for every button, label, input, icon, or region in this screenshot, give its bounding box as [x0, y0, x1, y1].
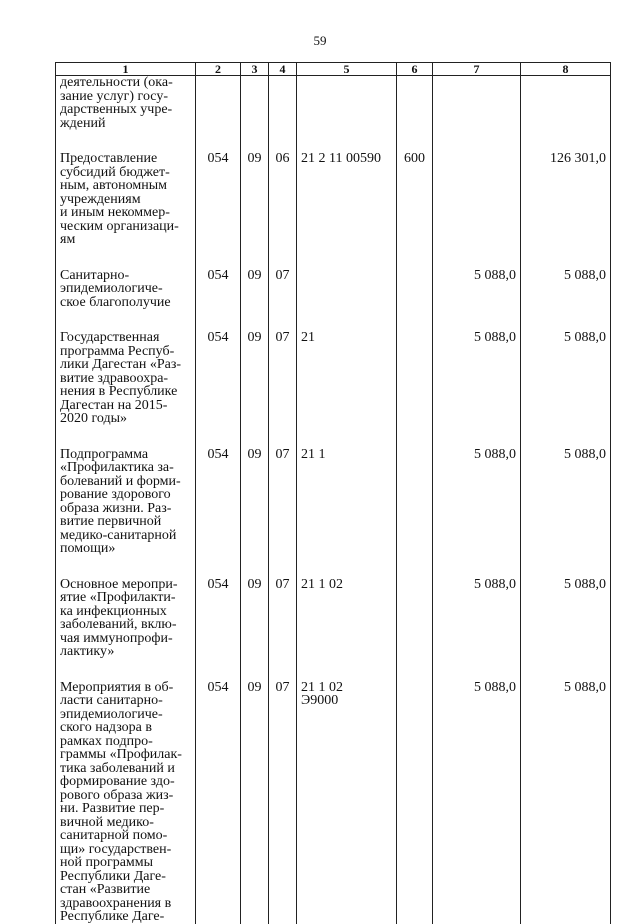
spacer-cell	[269, 426, 297, 448]
target-article-cell: 21 1	[297, 448, 397, 556]
spacer-cell	[297, 247, 397, 269]
table-row	[56, 578, 611, 659]
table-row	[56, 681, 611, 924]
amount-cell	[433, 76, 521, 131]
spacer-cell	[433, 247, 521, 269]
spacer-cell	[521, 309, 611, 331]
column-header: 4	[269, 63, 297, 76]
spacer-cell	[297, 556, 397, 578]
column-header: 5	[297, 63, 397, 76]
budget-table	[55, 62, 611, 924]
row-spacer	[56, 426, 611, 448]
ministry-code-cell: 054	[196, 578, 241, 659]
amount-cell	[433, 152, 521, 247]
spacer-cell	[397, 130, 433, 152]
ministry-code-cell: 054	[196, 331, 241, 426]
column-header: 6	[397, 63, 433, 76]
spacer-cell	[297, 309, 397, 331]
section-code-cell: 09	[241, 269, 269, 310]
spacer-cell	[521, 247, 611, 269]
amount-total-cell: 5 088,0	[521, 681, 611, 924]
amount-cell: 5 088,0	[433, 578, 521, 659]
spacer-cell	[196, 130, 241, 152]
table-row	[56, 152, 611, 247]
amount-total-cell: 5 088,0	[521, 331, 611, 426]
target-article-cell	[297, 269, 397, 310]
spacer-cell	[269, 309, 297, 331]
page-number: 59	[313, 33, 327, 48]
target-article-cell: 21 1 02 Э9000	[297, 681, 397, 924]
spacer-cell	[433, 130, 521, 152]
spacer-cell	[433, 426, 521, 448]
header-row	[56, 63, 611, 76]
expense-type-cell: 600	[397, 152, 433, 247]
expense-type-cell	[397, 578, 433, 659]
spacer-cell	[196, 309, 241, 331]
section-code-cell	[241, 76, 269, 131]
spacer-cell	[241, 247, 269, 269]
row-spacer	[56, 659, 611, 681]
column-header: 2	[196, 63, 241, 76]
table-row	[56, 76, 611, 131]
expense-type-cell	[397, 269, 433, 310]
spacer-cell	[241, 309, 269, 331]
spacer-cell	[196, 426, 241, 448]
row-spacer	[56, 556, 611, 578]
item-name-cell: Основное меропри- ятие «Профилакти- ка инфекционных заболеваний, вклю- чая иммунопрофи- лактику»	[56, 578, 196, 659]
spacer-cell	[521, 426, 611, 448]
spacer-cell	[269, 556, 297, 578]
target-article-cell: 21	[297, 331, 397, 426]
ministry-code-cell	[196, 76, 241, 131]
spacer-cell	[433, 556, 521, 578]
spacer-cell	[433, 659, 521, 681]
section-code-cell: 09	[241, 448, 269, 556]
spacer-cell	[397, 659, 433, 681]
ministry-code-cell: 054	[196, 269, 241, 310]
row-spacer	[56, 247, 611, 269]
spacer-cell	[196, 556, 241, 578]
table-row	[56, 269, 611, 310]
spacer-cell	[56, 556, 196, 578]
item-name-cell: деятельности (ока- зание услуг) госу- дарственных учре- ждений	[56, 76, 196, 131]
spacer-cell	[521, 556, 611, 578]
spacer-cell	[521, 130, 611, 152]
amount-total-cell: 5 088,0	[521, 448, 611, 556]
spacer-cell	[56, 309, 196, 331]
amount-total-cell: 5 088,0	[521, 269, 611, 310]
row-spacer	[56, 309, 611, 331]
subsection-code-cell: 07	[269, 331, 297, 426]
spacer-cell	[56, 426, 196, 448]
expense-type-cell	[397, 448, 433, 556]
spacer-cell	[269, 130, 297, 152]
item-name-cell: Санитарно- эпидемиологиче- ское благополучие	[56, 269, 196, 310]
spacer-cell	[397, 247, 433, 269]
spacer-cell	[56, 247, 196, 269]
expense-type-cell	[397, 76, 433, 131]
ministry-code-cell: 054	[196, 448, 241, 556]
expense-type-cell	[397, 681, 433, 924]
spacer-cell	[269, 247, 297, 269]
subsection-code-cell: 07	[269, 448, 297, 556]
ministry-code-cell: 054	[196, 681, 241, 924]
spacer-cell	[521, 659, 611, 681]
spacer-cell	[297, 426, 397, 448]
spacer-cell	[196, 659, 241, 681]
spacer-cell	[433, 309, 521, 331]
amount-total-cell: 126 301,0	[521, 152, 611, 247]
spacer-cell	[196, 247, 241, 269]
spacer-cell	[241, 556, 269, 578]
column-header: 3	[241, 63, 269, 76]
subsection-code-cell: 07	[269, 269, 297, 310]
target-article-cell	[297, 76, 397, 131]
section-code-cell: 09	[241, 681, 269, 924]
spacer-cell	[397, 309, 433, 331]
spacer-cell	[297, 130, 397, 152]
row-spacer	[56, 130, 611, 152]
item-name-cell: Подпрограмма «Профилактика за- болеваний и форми- рование здорового образа жизни. Раз- витие первичной медико-санитарной помощи»	[56, 448, 196, 556]
amount-total-cell	[521, 76, 611, 131]
subsection-code-cell	[269, 76, 297, 131]
column-header: 1	[56, 63, 196, 76]
table-row	[56, 448, 611, 556]
item-name-cell: Предоставление субсидий бюджет- ным, автономным учреждениям и иным некоммер- ческим организаци- ям	[56, 152, 196, 247]
expense-type-cell	[397, 331, 433, 426]
spacer-cell	[397, 556, 433, 578]
spacer-cell	[297, 659, 397, 681]
spacer-cell	[269, 659, 297, 681]
target-article-cell: 21 2 11 00590	[297, 152, 397, 247]
section-code-cell: 09	[241, 578, 269, 659]
column-header: 8	[521, 63, 611, 76]
spacer-cell	[397, 426, 433, 448]
table-row	[56, 331, 611, 426]
spacer-cell	[56, 659, 196, 681]
item-name-cell: Мероприятия в об- ласти санитарно- эпидемиологиче- ского надзора в рамках подпро- граммы «Профилак- тика заболеваний и формирование здо- рового образа жиз- ни. Развитие пер- вичной медико- санитарной помо- щи» государствен- ной программы Республики Даге- стан «Развитие здравоохранения в Республике Даге-	[56, 681, 196, 924]
amount-cell: 5 088,0	[433, 331, 521, 426]
section-code-cell: 09	[241, 331, 269, 426]
amount-cell: 5 088,0	[433, 269, 521, 310]
subsection-code-cell: 07	[269, 578, 297, 659]
ministry-code-cell: 054	[196, 152, 241, 247]
spacer-cell	[241, 130, 269, 152]
subsection-code-cell: 07	[269, 681, 297, 924]
spacer-cell	[241, 426, 269, 448]
amount-cell: 5 088,0	[433, 448, 521, 556]
spacer-cell	[56, 130, 196, 152]
subsection-code-cell: 06	[269, 152, 297, 247]
amount-cell: 5 088,0	[433, 681, 521, 924]
item-name-cell: Государственная программа Респуб- лики Дагестан «Раз- витие здравоохра- нения в Республике Дагестан на 2015- 2020 годы»	[56, 331, 196, 426]
section-code-cell: 09	[241, 152, 269, 247]
column-header: 7	[433, 63, 521, 76]
amount-total-cell: 5 088,0	[521, 578, 611, 659]
spacer-cell	[241, 659, 269, 681]
target-article-cell: 21 1 02	[297, 578, 397, 659]
